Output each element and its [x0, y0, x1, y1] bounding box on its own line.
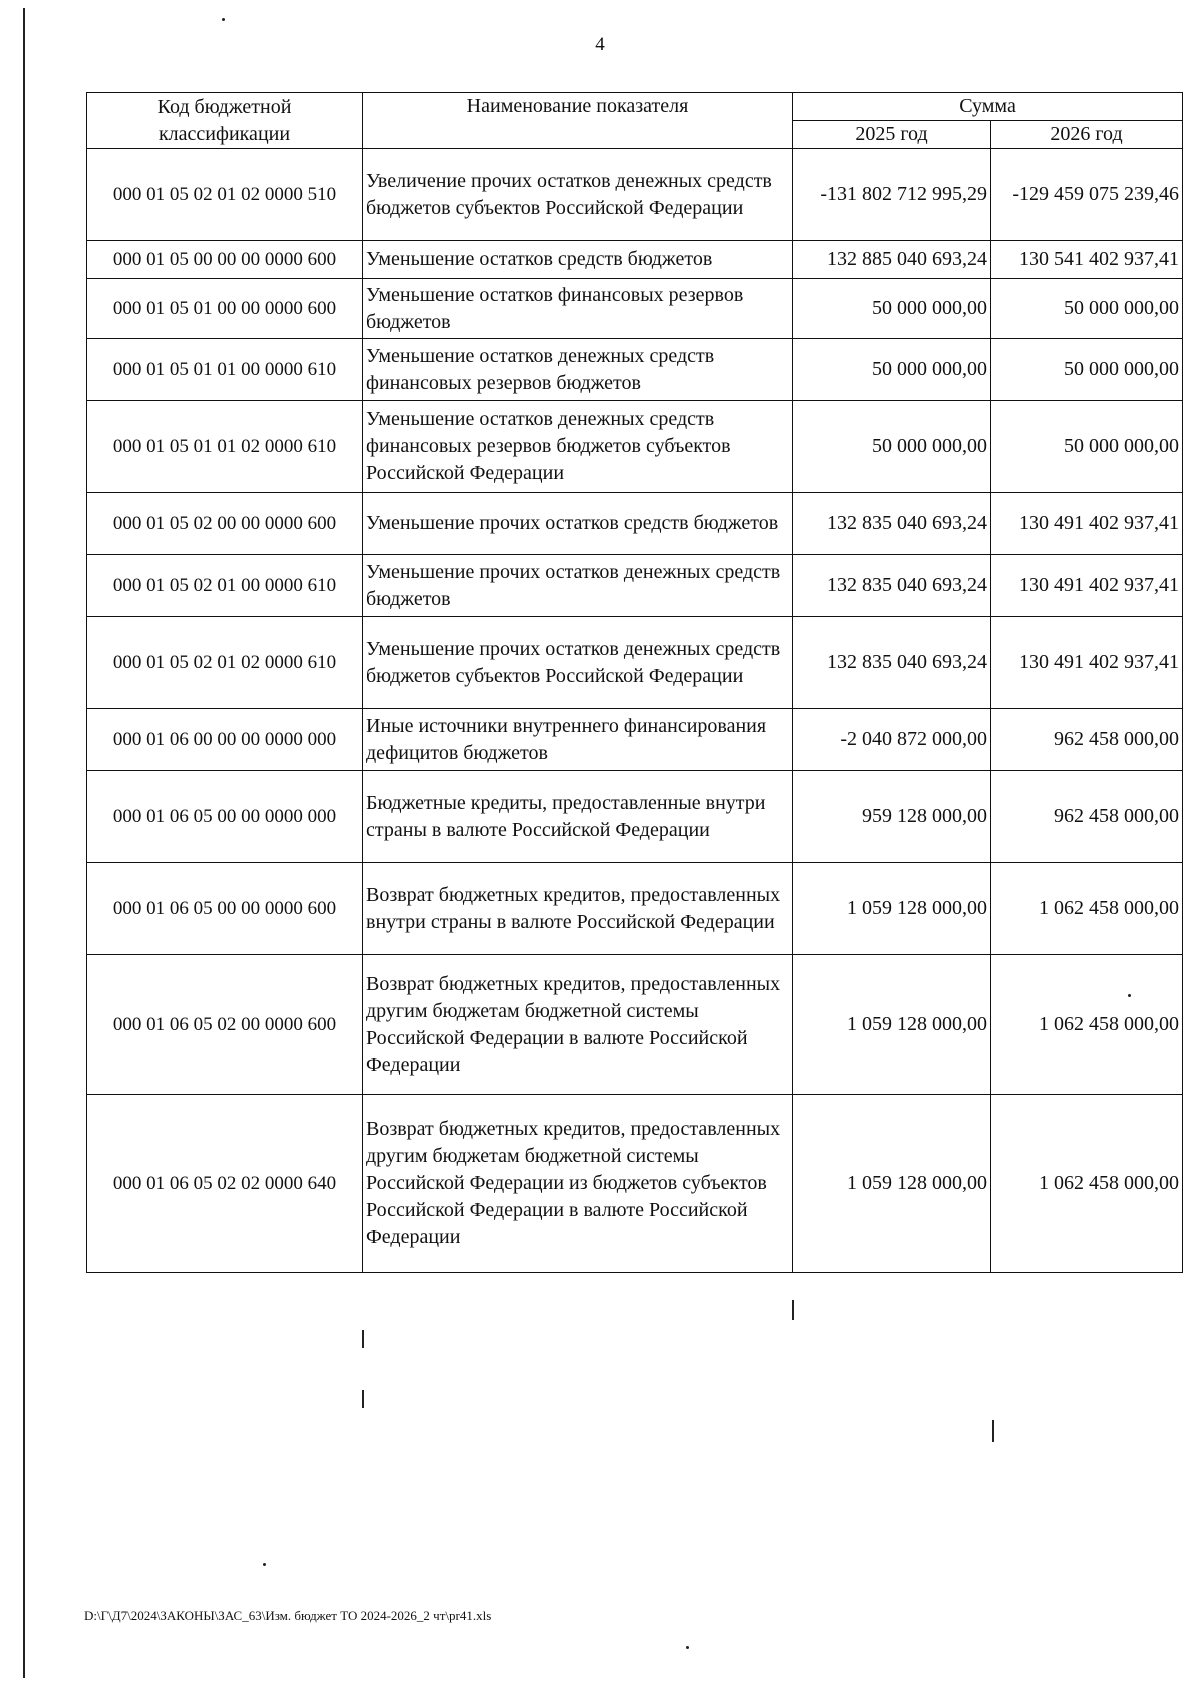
left-margin-line: [23, 8, 25, 1678]
cell-code: 000 01 05 02 01 02 0000 610: [87, 617, 363, 709]
budget-table: [86, 92, 1183, 1273]
cell-code: 000 01 06 05 02 00 0000 600: [87, 955, 363, 1095]
table-row: [87, 401, 1183, 493]
table-row: [87, 771, 1183, 863]
cell-2026: 1 062 458 000,00: [991, 1095, 1183, 1273]
cell-2025: 50 000 000,00: [793, 339, 991, 401]
scan-dot: [222, 18, 225, 21]
table-row: [87, 493, 1183, 555]
cell-name: Уменьшение прочих остатков средств бюджетов: [363, 493, 793, 555]
cell-2026: -129 459 075 239,46: [991, 149, 1183, 241]
cell-name: Уменьшение прочих остатков денежных средств бюджетов: [363, 555, 793, 617]
cell-2025: 959 128 000,00: [793, 771, 991, 863]
header-year-2025: 2025 год: [793, 121, 991, 149]
page-number: 4: [595, 34, 605, 55]
cell-2025: -2 040 872 000,00: [793, 709, 991, 771]
cell-name: Возврат бюджетных кредитов, предоставленных другим бюджетам бюджетной системы Российской Федерации из бюджетов субъектов Российской Федерации в валюте Российской Федерации: [363, 1095, 793, 1273]
cell-2026: 130 491 402 937,41: [991, 555, 1183, 617]
table-row: [87, 149, 1183, 241]
cell-2026: 130 491 402 937,41: [991, 493, 1183, 555]
cell-2026: 962 458 000,00: [991, 709, 1183, 771]
cell-2025: 132 885 040 693,24: [793, 241, 991, 279]
scan-mark: [992, 1420, 994, 1442]
cell-2025: 132 835 040 693,24: [793, 493, 991, 555]
cell-2025: 132 835 040 693,24: [793, 555, 991, 617]
table-row: [87, 339, 1183, 401]
cell-2026: 130 541 402 937,41: [991, 241, 1183, 279]
table-row: [87, 709, 1183, 771]
table-header: [87, 93, 1183, 149]
cell-code: 000 01 06 05 00 00 0000 000: [87, 771, 363, 863]
cell-name: Уменьшение остатков денежных средств финансовых резервов бюджетов субъектов Российской Федерации: [363, 401, 793, 493]
file-path: D:\Г\Д7\2024\ЗАКОНЫ\ЗАС_63\Изм. бюджет ТО 2024-2026_2 чт\pr41.xls: [84, 1608, 492, 1623]
scan-mark: [792, 1300, 794, 1320]
cell-2025: 1 059 128 000,00: [793, 863, 991, 955]
cell-code: 000 01 06 00 00 00 0000 000: [87, 709, 363, 771]
header-sum: Сумма: [793, 93, 1183, 121]
cell-code: 000 01 05 01 01 00 0000 610: [87, 339, 363, 401]
cell-name: Бюджетные кредиты, предоставленные внутри страны в валюте Российской Федерации: [363, 771, 793, 863]
cell-code: 000 01 05 02 01 00 0000 610: [87, 555, 363, 617]
cell-name: Увеличение прочих остатков денежных средств бюджетов субъектов Российской Федерации: [363, 149, 793, 241]
cell-code: 000 01 05 00 00 00 0000 600: [87, 241, 363, 279]
cell-code: 000 01 05 02 01 02 0000 510: [87, 149, 363, 241]
scan-mark: [362, 1390, 364, 1408]
cell-2026: 962 458 000,00: [991, 771, 1183, 863]
cell-2026: 50 000 000,00: [991, 401, 1183, 493]
cell-code: 000 01 05 01 00 00 0000 600: [87, 279, 363, 339]
cell-name: Возврат бюджетных кредитов, предоставленных внутри страны в валюте Российской Федерации: [363, 863, 793, 955]
cell-name: Уменьшение прочих остатков денежных средств бюджетов субъектов Российской Федерации: [363, 617, 793, 709]
cell-code: 000 01 06 05 02 02 0000 640: [87, 1095, 363, 1273]
table-row: [87, 955, 1183, 1095]
header-year-2026: 2026 год: [991, 121, 1183, 149]
cell-2025: 1 059 128 000,00: [793, 1095, 991, 1273]
cell-2026: 1 062 458 000,00: [991, 955, 1183, 1095]
scan-dot: [263, 1563, 266, 1566]
table-row: [87, 555, 1183, 617]
cell-name: Возврат бюджетных кредитов, предоставленных другим бюджетам бюджетной системы Российской Федерации в валюте Российской Федерации: [363, 955, 793, 1095]
table-row: [87, 617, 1183, 709]
cell-code: 000 01 05 01 01 02 0000 610: [87, 401, 363, 493]
cell-2026: 1 062 458 000,00: [991, 863, 1183, 955]
cell-2025: -131 802 712 995,29: [793, 149, 991, 241]
header-name: Наименование показателя: [363, 93, 793, 149]
cell-code: 000 01 06 05 00 00 0000 600: [87, 863, 363, 955]
table-row: [87, 279, 1183, 339]
cell-name: Иные источники внутреннего финансирования дефицитов бюджетов: [363, 709, 793, 771]
cell-2025: 1 059 128 000,00: [793, 955, 991, 1095]
cell-2026: 50 000 000,00: [991, 339, 1183, 401]
cell-code: 000 01 05 02 00 00 0000 600: [87, 493, 363, 555]
scan-dot: [686, 1646, 689, 1649]
cell-2025: 132 835 040 693,24: [793, 617, 991, 709]
table-row: [87, 241, 1183, 279]
table-body: [87, 149, 1183, 1273]
cell-name: Уменьшение остатков средств бюджетов: [363, 241, 793, 279]
cell-2026: 130 491 402 937,41: [991, 617, 1183, 709]
table-row: [87, 1095, 1183, 1273]
cell-name: Уменьшение остатков денежных средств финансовых резервов бюджетов: [363, 339, 793, 401]
cell-name: Уменьшение остатков финансовых резервов бюджетов: [363, 279, 793, 339]
table-row: [87, 863, 1183, 955]
cell-2025: 50 000 000,00: [793, 279, 991, 339]
header-code: Код бюджетной классификации: [87, 93, 363, 149]
scan-dot: [1128, 994, 1131, 997]
cell-2025: 50 000 000,00: [793, 401, 991, 493]
cell-2026: 50 000 000,00: [991, 279, 1183, 339]
scan-mark: [362, 1330, 364, 1348]
